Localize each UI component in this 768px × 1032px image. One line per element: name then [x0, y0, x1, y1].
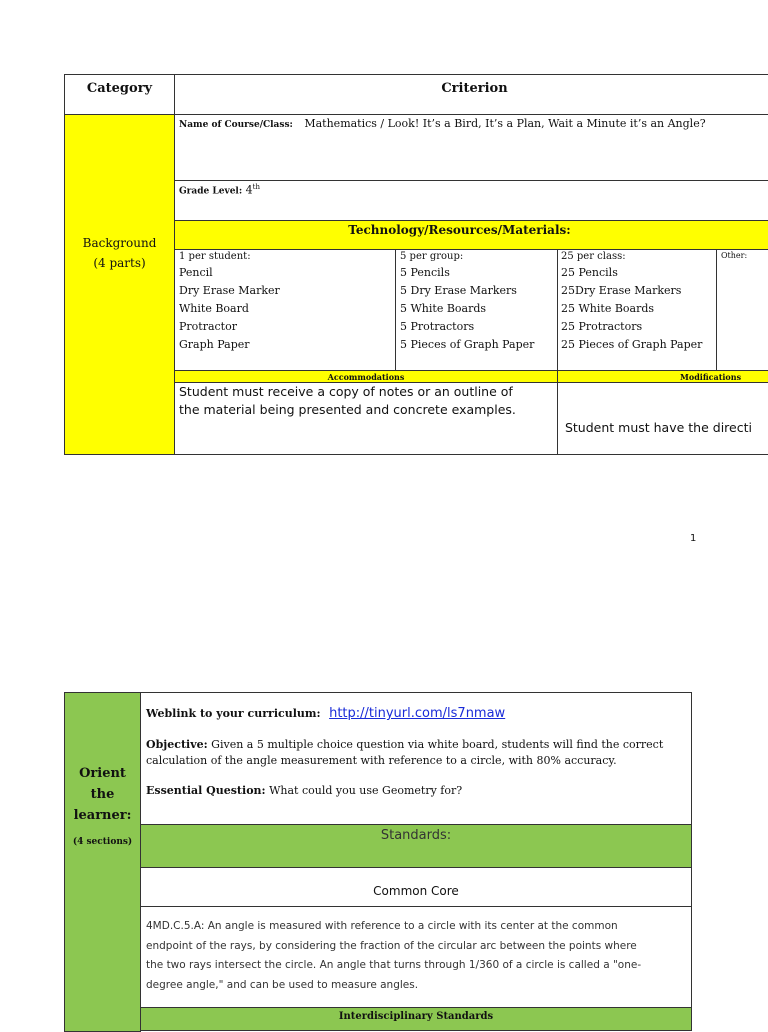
course-value: Mathematics / Look! It’s a Bird, It’s a Plan, Wait a Minute it’s an Angle? — [304, 117, 706, 130]
text-line: Student must have the directi — [561, 420, 752, 435]
text-line: endpoint of the rays, by considering the fraction of the circular arc between the points where — [146, 939, 637, 952]
list-item: 5 Protractors — [400, 320, 475, 333]
essential-label: Essential Question: — [146, 784, 266, 797]
list-item: 5 Pieces of Graph Paper — [400, 338, 535, 351]
materials-col-2 — [395, 249, 558, 371]
materials-col-4 — [716, 249, 768, 371]
weblink-url[interactable]: http://tinyurl.com/ls7nmaw — [329, 706, 506, 721]
text-line: degree angle," and can be used to measure angles. — [146, 978, 419, 991]
background-label: Background — [82, 236, 157, 250]
col-heading: Other: — [721, 251, 748, 260]
col-heading: 25 per class: — [561, 251, 626, 262]
standards-title: Standards: — [140, 824, 692, 868]
modifications-text — [557, 382, 768, 455]
orient-sections: (4 sections) — [72, 837, 133, 847]
list-item: Dry Erase Marker — [179, 284, 280, 297]
list-item: 5 White Boards — [400, 302, 487, 315]
essential-value: What could you use Geometry for? — [265, 784, 463, 797]
accommodations-text — [174, 382, 558, 455]
materials-title: Technology/Resources/Materials: — [174, 220, 768, 250]
accommodations-title: Accommodations — [174, 370, 558, 383]
grade-row — [174, 180, 768, 221]
weblink-label: Weblink to your curriculum: — [146, 707, 321, 720]
list-item: 25 Protractors — [561, 320, 643, 333]
col-heading: 1 per student: — [179, 251, 251, 262]
background-parts: (4 parts) — [93, 256, 146, 270]
col-heading: 5 per group: — [400, 251, 464, 262]
text-line: Student must receive a copy of notes or an outline of — [179, 384, 513, 399]
objective-cell — [140, 692, 692, 825]
list-item: 5 Pencils — [400, 266, 450, 279]
list-item: 25 Pencils — [561, 266, 618, 279]
orient-label-1: Orient — [79, 766, 126, 781]
materials-col-3 — [557, 249, 717, 371]
header-category: Category — [64, 74, 175, 115]
text-line: the two rays intersect the circle. An angle that turns through 1/360 of a circle is called a "one- — [146, 959, 642, 971]
list-item: 25Dry Erase Markers — [561, 284, 682, 297]
text-line: 4MD.C.5.A: An angle is measured with reference to a circle with its center at the common — [146, 920, 618, 932]
modifications-title: Modifications — [557, 370, 768, 383]
grade-label: Grade Level: — [179, 186, 243, 197]
text-line: the material being presented and concrete examples. — [179, 402, 516, 417]
orient-label-2: the — [90, 787, 115, 802]
list-item: White Board — [179, 302, 249, 315]
standard-text — [140, 906, 692, 1008]
list-item: 5 Dry Erase Markers — [400, 284, 517, 297]
page-number: 1 — [690, 533, 697, 544]
course-label: Name of Course/Class: — [179, 120, 293, 130]
common-core: Common Core — [140, 867, 692, 907]
background-cell — [64, 114, 175, 455]
objective-line-2: calculation of the angle measurement with reference to a circle, with 80% accuracy. — [146, 754, 617, 767]
list-item: Protractor — [179, 320, 237, 333]
orient-cell — [64, 692, 141, 1032]
header-criterion: Criterion — [174, 74, 768, 115]
list-item: 25 Pieces of Graph Paper — [561, 338, 703, 351]
materials-col-1 — [174, 249, 396, 371]
list-item: Pencil — [179, 266, 213, 279]
objective-line-1: Given a 5 multiple choice question via white board, students will find the correct — [207, 738, 664, 751]
grade-value: 4 — [245, 183, 253, 197]
interdisciplinary-title: Interdisciplinary Standards — [140, 1007, 692, 1031]
list-item: Graph Paper — [179, 338, 250, 351]
objective-label: Objective: — [146, 738, 208, 751]
grade-suffix: th — [252, 183, 260, 191]
list-item: 25 White Boards — [561, 302, 655, 315]
orient-label-3: learner: — [73, 808, 132, 823]
course-row — [174, 114, 768, 181]
